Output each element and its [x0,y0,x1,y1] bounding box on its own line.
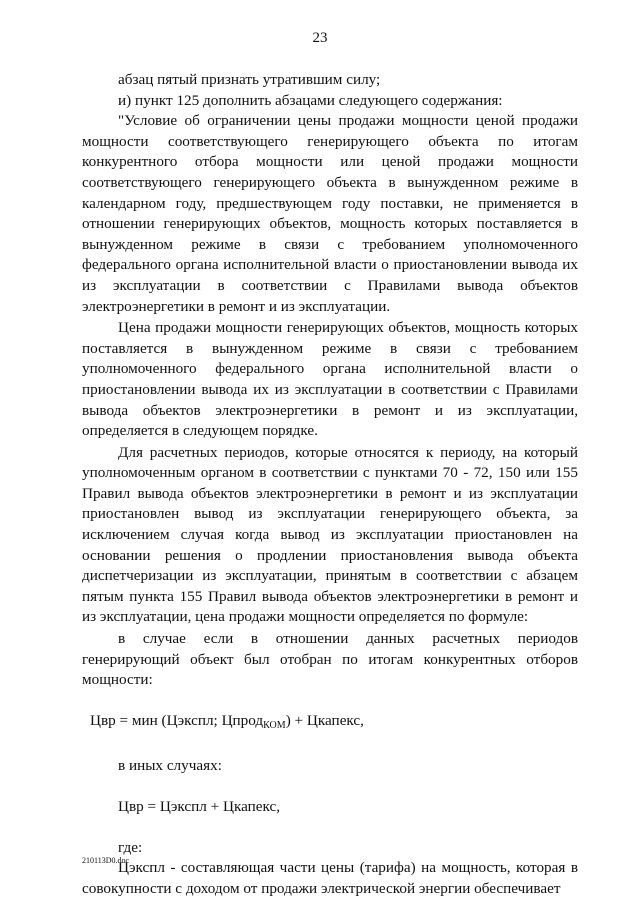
paragraph-2: и) пункт 125 дополнить абзацами следующего содержания: [118,91,503,109]
formula-2: Цвр = Цэкспл + Цкапекс, [118,798,281,815]
paragraph-last: Цэкспл - составляющая части цены (тарифа) на мощность, которая в совокупности с доходом от продажи электрической энергии обеспечивает [82,859,578,897]
formula-1-rhs: ) + Цкапекс, [285,711,364,729]
paragraph-4: Цена продажи мощности генерирующих объектов, мощность которых поставляется в вынужденном режиме в связи с требованием уполномоченного федерального органа исполнительной власти о приостановлении вывода их из эксплуатации в соответствии с Правилами вывода объектов электроэнергетики в ремонт и из эксплуатации, определяется в следующем порядке. [82,319,578,440]
formula-1-lhs: Цвр = мин (Цэкспл; Цпрод [90,711,264,729]
paragraph-1: абзац пятый признать утратившим силу; [118,71,381,88]
footer-filename: 210113D0.doc [82,856,130,865]
paragraph-5: Для расчетных периодов, которые относятся к периоду, на который уполномоченным органом в соответствии с пунктами 70 - 72, 150 или 155 Правил вывода объектов электроэнергетики в ремонт и из эксплуатации приостановлен вывод из эксплуатации генерирующего объекта, за исключением случая когда вывод из эксплуатации приостановлен на основании решения о продлении приостановления вывода объекта диспетчеризации из эксплуатации, принятым в соответствии с абзацем пятым пункта 155 Правил вывода объектов электроэнергетики в ремонт и из эксплуатации, цена продажи мощности определяется по формуле: [82,443,578,626]
formula-1 [82,711,578,737]
paragraph-3: "Условие об ограничении цены продажи мощности ценой продажи мощности соответствующего генерирующего объекта по итогам конкурентного отбора мощности или ценой продажи мощности соответствующего генерирующего объекта в вынужденном режиме в календарном году, предшествующем году поставки, не применяется в отношении генерирующих объектов, мощность которых поставляется в вынужденном режиме в связи с требованием уполномоченного федерального органа исполнительной власти о приостановлении вывода их из эксплуатации в соответствии с Правилами вывода объектов электроэнергетики в ремонт и из эксплуатации. [82,112,578,315]
document-body [82,70,578,899]
other-cases-label: в иных случаях: [118,757,222,775]
page-number: 23 [312,30,328,46]
formula-1-subscript: КОМ [263,719,286,731]
paragraph-6: в случае если в отношении данных расчетных периодов генерирующий объект был отобран по итогам конкурентных отборов мощности: [82,630,578,689]
where-label: где: [118,838,143,856]
